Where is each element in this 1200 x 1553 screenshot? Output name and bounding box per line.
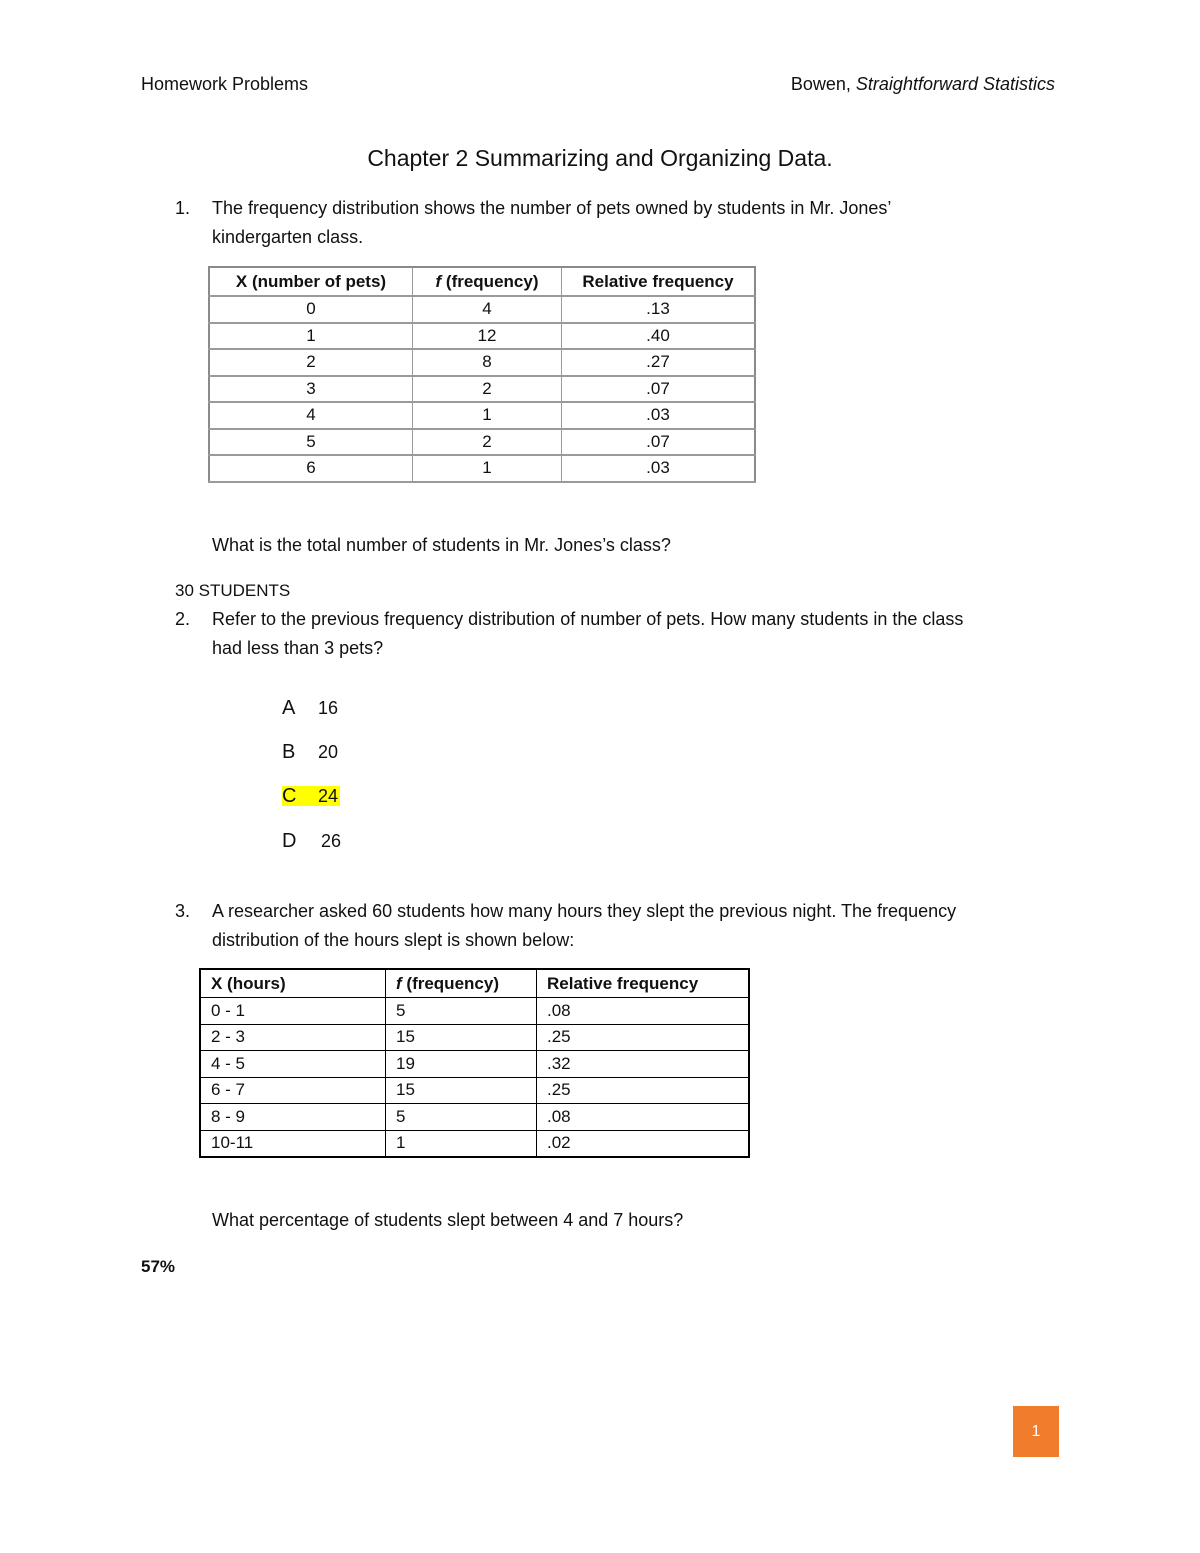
q3-text xyxy=(212,897,956,955)
q1-text-line2: kindergarten class. xyxy=(212,227,364,247)
table-cell: .32 xyxy=(537,1051,750,1078)
table-row xyxy=(209,349,755,376)
table-cell: 5 xyxy=(386,1104,537,1131)
table-cell: .13 xyxy=(562,296,756,323)
q1-number: 1. xyxy=(175,198,191,218)
table-cell: 0 - 1 xyxy=(200,998,386,1025)
table-cell: 2 xyxy=(413,429,562,456)
table-row xyxy=(209,402,755,429)
table-cell: 5 xyxy=(209,429,413,456)
option-letter: A xyxy=(282,697,296,719)
pets-frequency-table xyxy=(208,266,756,483)
table-row xyxy=(200,1051,749,1078)
q2-option-d xyxy=(282,830,341,853)
table-cell: 1 xyxy=(386,1130,537,1157)
chapter-title: Chapter 2 Summarizing and Organizing Data. xyxy=(367,145,833,171)
table-cell: 15 xyxy=(386,1077,537,1104)
table-row xyxy=(200,1104,749,1131)
q2-number: 2. xyxy=(175,609,191,629)
table-header-text: (frequency) xyxy=(445,271,539,291)
q1-answer: 30 STUDENTS xyxy=(175,581,291,600)
table-cell: 10-11 xyxy=(200,1130,386,1157)
table-cell: 2 xyxy=(413,376,562,403)
q1-text xyxy=(212,194,891,252)
table-row xyxy=(200,1077,749,1104)
f-symbol: f xyxy=(396,973,402,993)
q3-text-line2: distribution of the hours slept is shown below: xyxy=(212,930,575,950)
table-header-row xyxy=(209,267,755,296)
q2-text-line1: Refer to the previous frequency distribution of number of pets. How many students in the class xyxy=(212,609,964,629)
table-cell: 1 xyxy=(413,402,562,429)
header-left-title: Homework Problems xyxy=(141,74,309,94)
table-header-cell xyxy=(413,267,562,296)
table-cell: 1 xyxy=(209,323,413,350)
table-header-cell: Relative frequency xyxy=(562,267,756,296)
table-header-cell: Relative frequency xyxy=(537,969,750,998)
q1-question: What is the total number of students in Mr. Jones’s class? xyxy=(212,535,671,555)
table-row xyxy=(209,323,755,350)
header-book-title: Straightforward Statistics xyxy=(855,74,1055,94)
table-row xyxy=(200,1024,749,1051)
q3-number: 3. xyxy=(175,901,191,921)
table-header-text: (frequency) xyxy=(406,973,499,993)
table-cell: 4 - 5 xyxy=(200,1051,386,1078)
table-cell: 2 - 3 xyxy=(200,1024,386,1051)
table-cell: .07 xyxy=(562,429,756,456)
option-letter: B xyxy=(282,741,296,763)
table-cell: 8 xyxy=(413,349,562,376)
table-row xyxy=(209,376,755,403)
option-letter: C xyxy=(282,785,297,807)
q2-text xyxy=(212,605,963,663)
table-row xyxy=(209,455,755,482)
table-cell: 8 - 9 xyxy=(200,1104,386,1131)
table-header-cell xyxy=(386,969,537,998)
option-value: 16 xyxy=(318,698,339,718)
q3-text-line1: A researcher asked 60 students how many hours they slept the previous night. The frequency xyxy=(212,901,957,921)
table-cell: .25 xyxy=(537,1077,750,1104)
table-cell: 4 xyxy=(209,402,413,429)
table-row xyxy=(209,429,755,456)
q2-text-line2: had less than 3 pets? xyxy=(212,638,384,658)
table-cell: .07 xyxy=(562,376,756,403)
q1-text-line1: The frequency distribution shows the number of pets owned by students in Mr. Jones’ xyxy=(212,198,892,218)
table-row xyxy=(209,296,755,323)
table-cell: 19 xyxy=(386,1051,537,1078)
table-header-row xyxy=(200,969,749,998)
table-cell: .27 xyxy=(562,349,756,376)
table-cell: 3 xyxy=(209,376,413,403)
table-cell: .40 xyxy=(562,323,756,350)
q3-answer: 57% xyxy=(141,1257,176,1276)
table-cell: .25 xyxy=(537,1024,750,1051)
table-cell: 5 xyxy=(386,998,537,1025)
table-cell: 2 xyxy=(209,349,413,376)
header-author: Bowen, xyxy=(790,74,856,94)
table-cell: .03 xyxy=(562,455,756,482)
table-cell: 4 xyxy=(413,296,562,323)
q2-option-b xyxy=(282,741,338,764)
option-letter: D xyxy=(282,830,297,852)
q2-option-a xyxy=(282,697,338,720)
highlighted-answer xyxy=(282,786,340,806)
table-cell: .08 xyxy=(537,1104,750,1131)
table-cell: 0 xyxy=(209,296,413,323)
option-value: 20 xyxy=(318,742,339,762)
f-symbol: f xyxy=(435,271,442,291)
table-cell: 6 - 7 xyxy=(200,1077,386,1104)
option-value: 24 xyxy=(318,786,339,806)
table-cell: 12 xyxy=(413,323,562,350)
table-header-cell: X (hours) xyxy=(200,969,386,998)
table-cell: 15 xyxy=(386,1024,537,1051)
table-cell: .02 xyxy=(537,1130,750,1157)
table-cell: .03 xyxy=(562,402,756,429)
header-right xyxy=(791,74,1055,95)
table-cell: 1 xyxy=(413,455,562,482)
table-cell: 6 xyxy=(209,455,413,482)
q3-question: What percentage of students slept between 4 and 7 hours? xyxy=(212,1210,684,1230)
table-row xyxy=(200,1130,749,1157)
table-header-cell: X (number of pets) xyxy=(209,267,413,296)
page-number: 1 xyxy=(1013,1406,1059,1457)
q2-option-c xyxy=(282,785,340,808)
option-value: 26 xyxy=(321,831,342,851)
table-cell: .08 xyxy=(537,998,750,1025)
table-row xyxy=(200,998,749,1025)
hours-frequency-table xyxy=(199,968,750,1158)
